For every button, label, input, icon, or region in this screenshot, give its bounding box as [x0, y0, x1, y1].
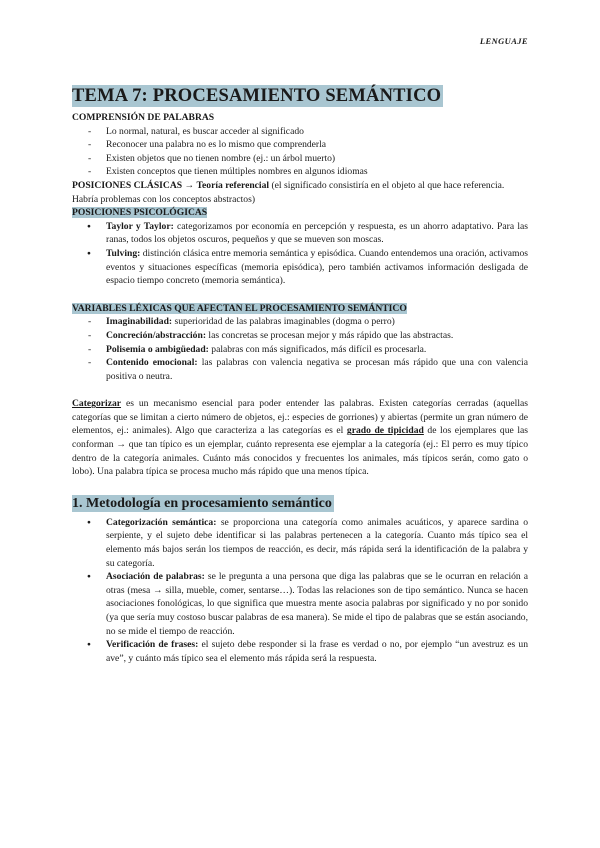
psicologicas-heading: POSICIONES PSICOLÓGICAS: [72, 207, 208, 219]
clasicas-paragraph: [72, 179, 528, 206]
tipicidad-term: grado de tipicidad: [346, 425, 424, 437]
list-item: - Reconocer una palabra no es lo mismo que comprenderla: [72, 138, 528, 152]
list-item: ● Verificación de frases: el sujeto debe responder si la frase es verdad o no, por ejemplo “un avestruz es un ave”, y cuánto más típico sea el elemento más rápida será la respuesta.: [72, 638, 528, 665]
header-tag: LENGUAJE: [479, 36, 528, 46]
list-item: - Existen conceptos que tienen múltiples nombres en algunos idiomas: [72, 165, 528, 179]
comprension-list: [72, 125, 528, 179]
list-item: ● Categorización semántica: se proporciona una categoría como animales acuáticos, y aparece sardina o serpiente, y el sujeto debe identificar si las palabras pertenecen a la categoría. Cuanto más típico sea el elemento más bajos serán los tiempos de reacción, es decir, más rápida será la identificación de la palabra y su categoría.: [72, 516, 528, 570]
clasicas-text: (el significado consistiría en el objeto al que hace referencia. Habría problemas con los conceptos abstractos): [72, 179, 505, 205]
section-title: 1. Metodología en procesamiento semántico: [72, 495, 332, 511]
list-item: - Lo normal, natural, es buscar acceder al significado: [72, 125, 528, 139]
list-item: - Polisemia o ambigüedad: palabras con más significados, más difícil es procesarla.: [72, 343, 528, 357]
clasicas-heading: POSICIONES CLÁSICAS →: [72, 179, 195, 191]
variables-heading: VARIABLES LÉXICAS QUE AFECTAN EL PROCESAMIENTO SEMÁNTICO: [72, 302, 407, 314]
list-item: - Existen objetos que no tienen nombre (ej.: un árbol muerto): [72, 152, 528, 166]
list-item: ● Taylor y Taylor: categorizamos por economía en percepción y respuesta, es un ahorro adaptativo. Para las ranas, todos los objetos oscuros, pequeños y que se mueven son moscas.: [72, 220, 528, 247]
list-item: ● Asociación de palabras: se le pregunta a una persona que diga las palabras que se le ocurran en relación a otras (mesa → silla, mueble, comer, sentarse…). Todas las relaciones son de tipo semántico. Nunca se hacen asociaciones fonológicas, lo que significa que muestra mente asocia palabras por significado y no por sonido (ya que sería muy costoso buscar palabras de esa manera). Se mide el tipo de palabras que se están asociando, no se mide el tiempo de reacción.: [72, 570, 528, 638]
list-item: - Imaginabilidad: superioridad de las palabras imaginables (dogma o perro): [72, 315, 528, 329]
content: [72, 72, 528, 665]
variables-list: [72, 315, 528, 383]
page-title: TEMA 7: PROCESAMIENTO SEMÁNTICO: [72, 86, 442, 106]
list-item: ● Tulving: distinción clásica entre memoria semántica y episódica. Cuando entendemos una oración, activamos eventos y situaciones específicas (memoria episódica), pero también activamos información desligada de espacio tiempo concreto (memoria semántica).: [72, 247, 528, 288]
categorizar-paragraph: Categorizar es un mecanismo esencial para poder entender las palabras. Existen categorías cerradas (aquellas categorías que se limitan a cierto número de objetos, ej.: especies de gorriones) y abiertas (permite un gran número de elementos, ej.: animales). Algo que caracteriza a las categorías es el grado de tipicidad de los ejemplares que las conforman → que tan típico es un ejemplar, cuánto representa ese ejemplar a la categoría (ej.: El perro es muy típico dentro de la categoría animales. Cuánto más conocidos y frecuentes los animales, más típicos serán, como gato o lobo). Una palabra típica se procesa mucho más rápido que una menos típica.: [72, 398, 528, 478]
comprension-heading: COMPRENSIÓN DE PALABRAS: [72, 112, 215, 123]
categorizar-term: Categorizar: [72, 398, 122, 410]
list-item: - Concreción/abstracción: las concretas se procesan mejor y más rápido que las abstractas.: [72, 329, 528, 343]
metodologia-list: [72, 516, 528, 666]
list-item: - Contenido emocional: las palabras con valencia negativa se procesan más rápido que una con valencia positiva o neutra.: [72, 356, 528, 383]
psicologicas-list: [72, 220, 528, 288]
clasicas-term: Teoría referencial: [196, 179, 270, 191]
